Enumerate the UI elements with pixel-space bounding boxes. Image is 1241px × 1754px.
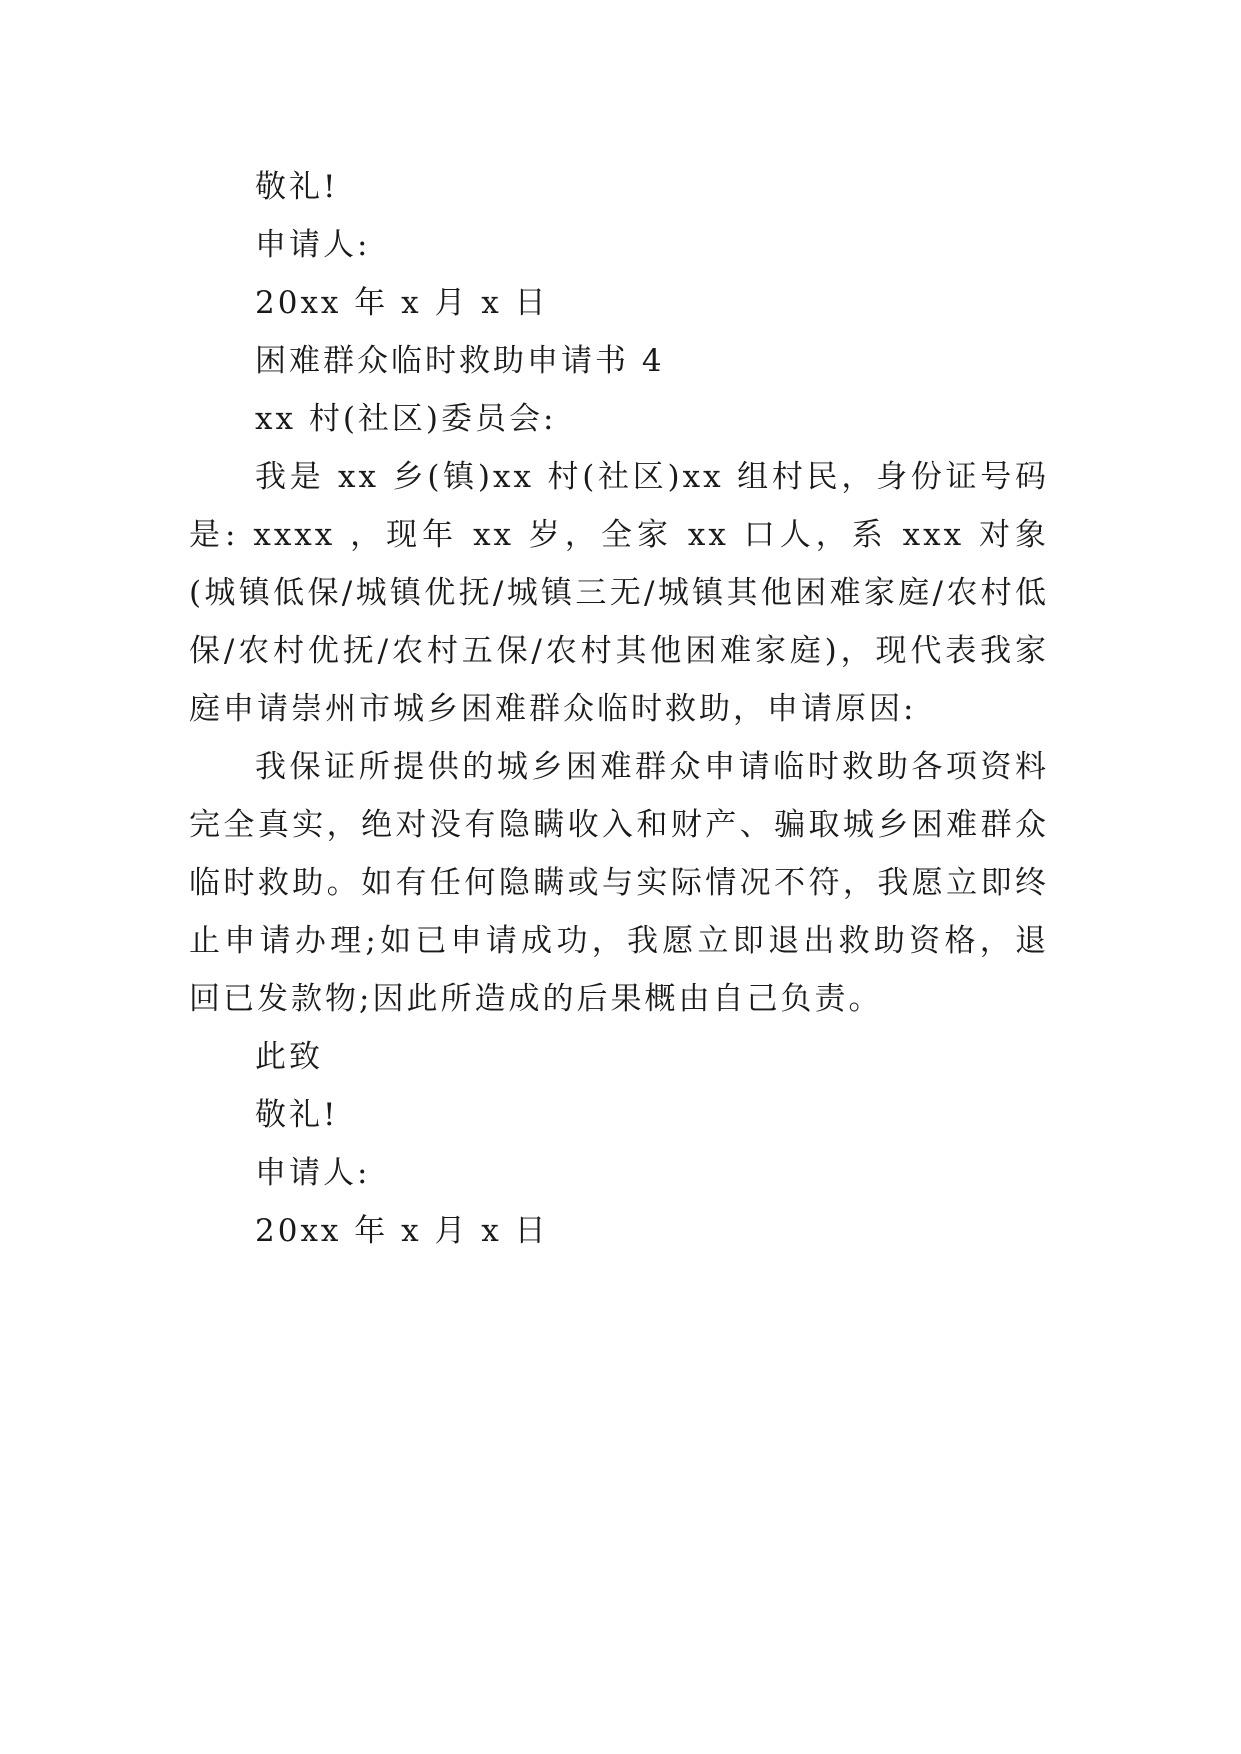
document-body	[189, 158, 1049, 1260]
closing-line: 此致	[255, 1039, 323, 1075]
addressee-line: xx 村(社区)委员会:	[255, 401, 557, 437]
date-line: 20xx 年 x 月 x 日	[255, 285, 549, 321]
salute-line: 敬礼!	[255, 169, 339, 205]
applicant-line: 申请人:	[255, 1155, 371, 1191]
applicant-line: 申请人:	[255, 227, 371, 263]
date-line: 20xx 年 x 月 x 日	[255, 1213, 549, 1249]
body-paragraph-1: 我是 xx 乡(镇)xx 村(社区)xx 组村民，身份证号码是: xxxx ，现年 xx 岁，全家 xx 口人，系 xxx 对象(城镇低保/城镇优抚/城镇三无/城镇其他困难家庭/农村低保/农村优抚/农村五保/农村其他困难家庭)，现代表我家庭申请崇州市城乡困难群众临时救助，申请原因:	[189, 459, 1049, 727]
body-paragraph-2: 我保证所提供的城乡困难群众申请临时救助各项资料完全真实，绝对没有隐瞒收入和财产、骗取城乡困难群众临时救助。如有任何隐瞒或与实际情况不符，我愿立即终止申请办理;如已申请成功，我愿立即退出救助资格，退回已发款物;因此所造成的后果概由自己负责。	[189, 749, 1049, 1017]
letter-title: 困难群众临时救助申请书 4	[255, 343, 665, 379]
salute-line: 敬礼!	[255, 1097, 339, 1133]
